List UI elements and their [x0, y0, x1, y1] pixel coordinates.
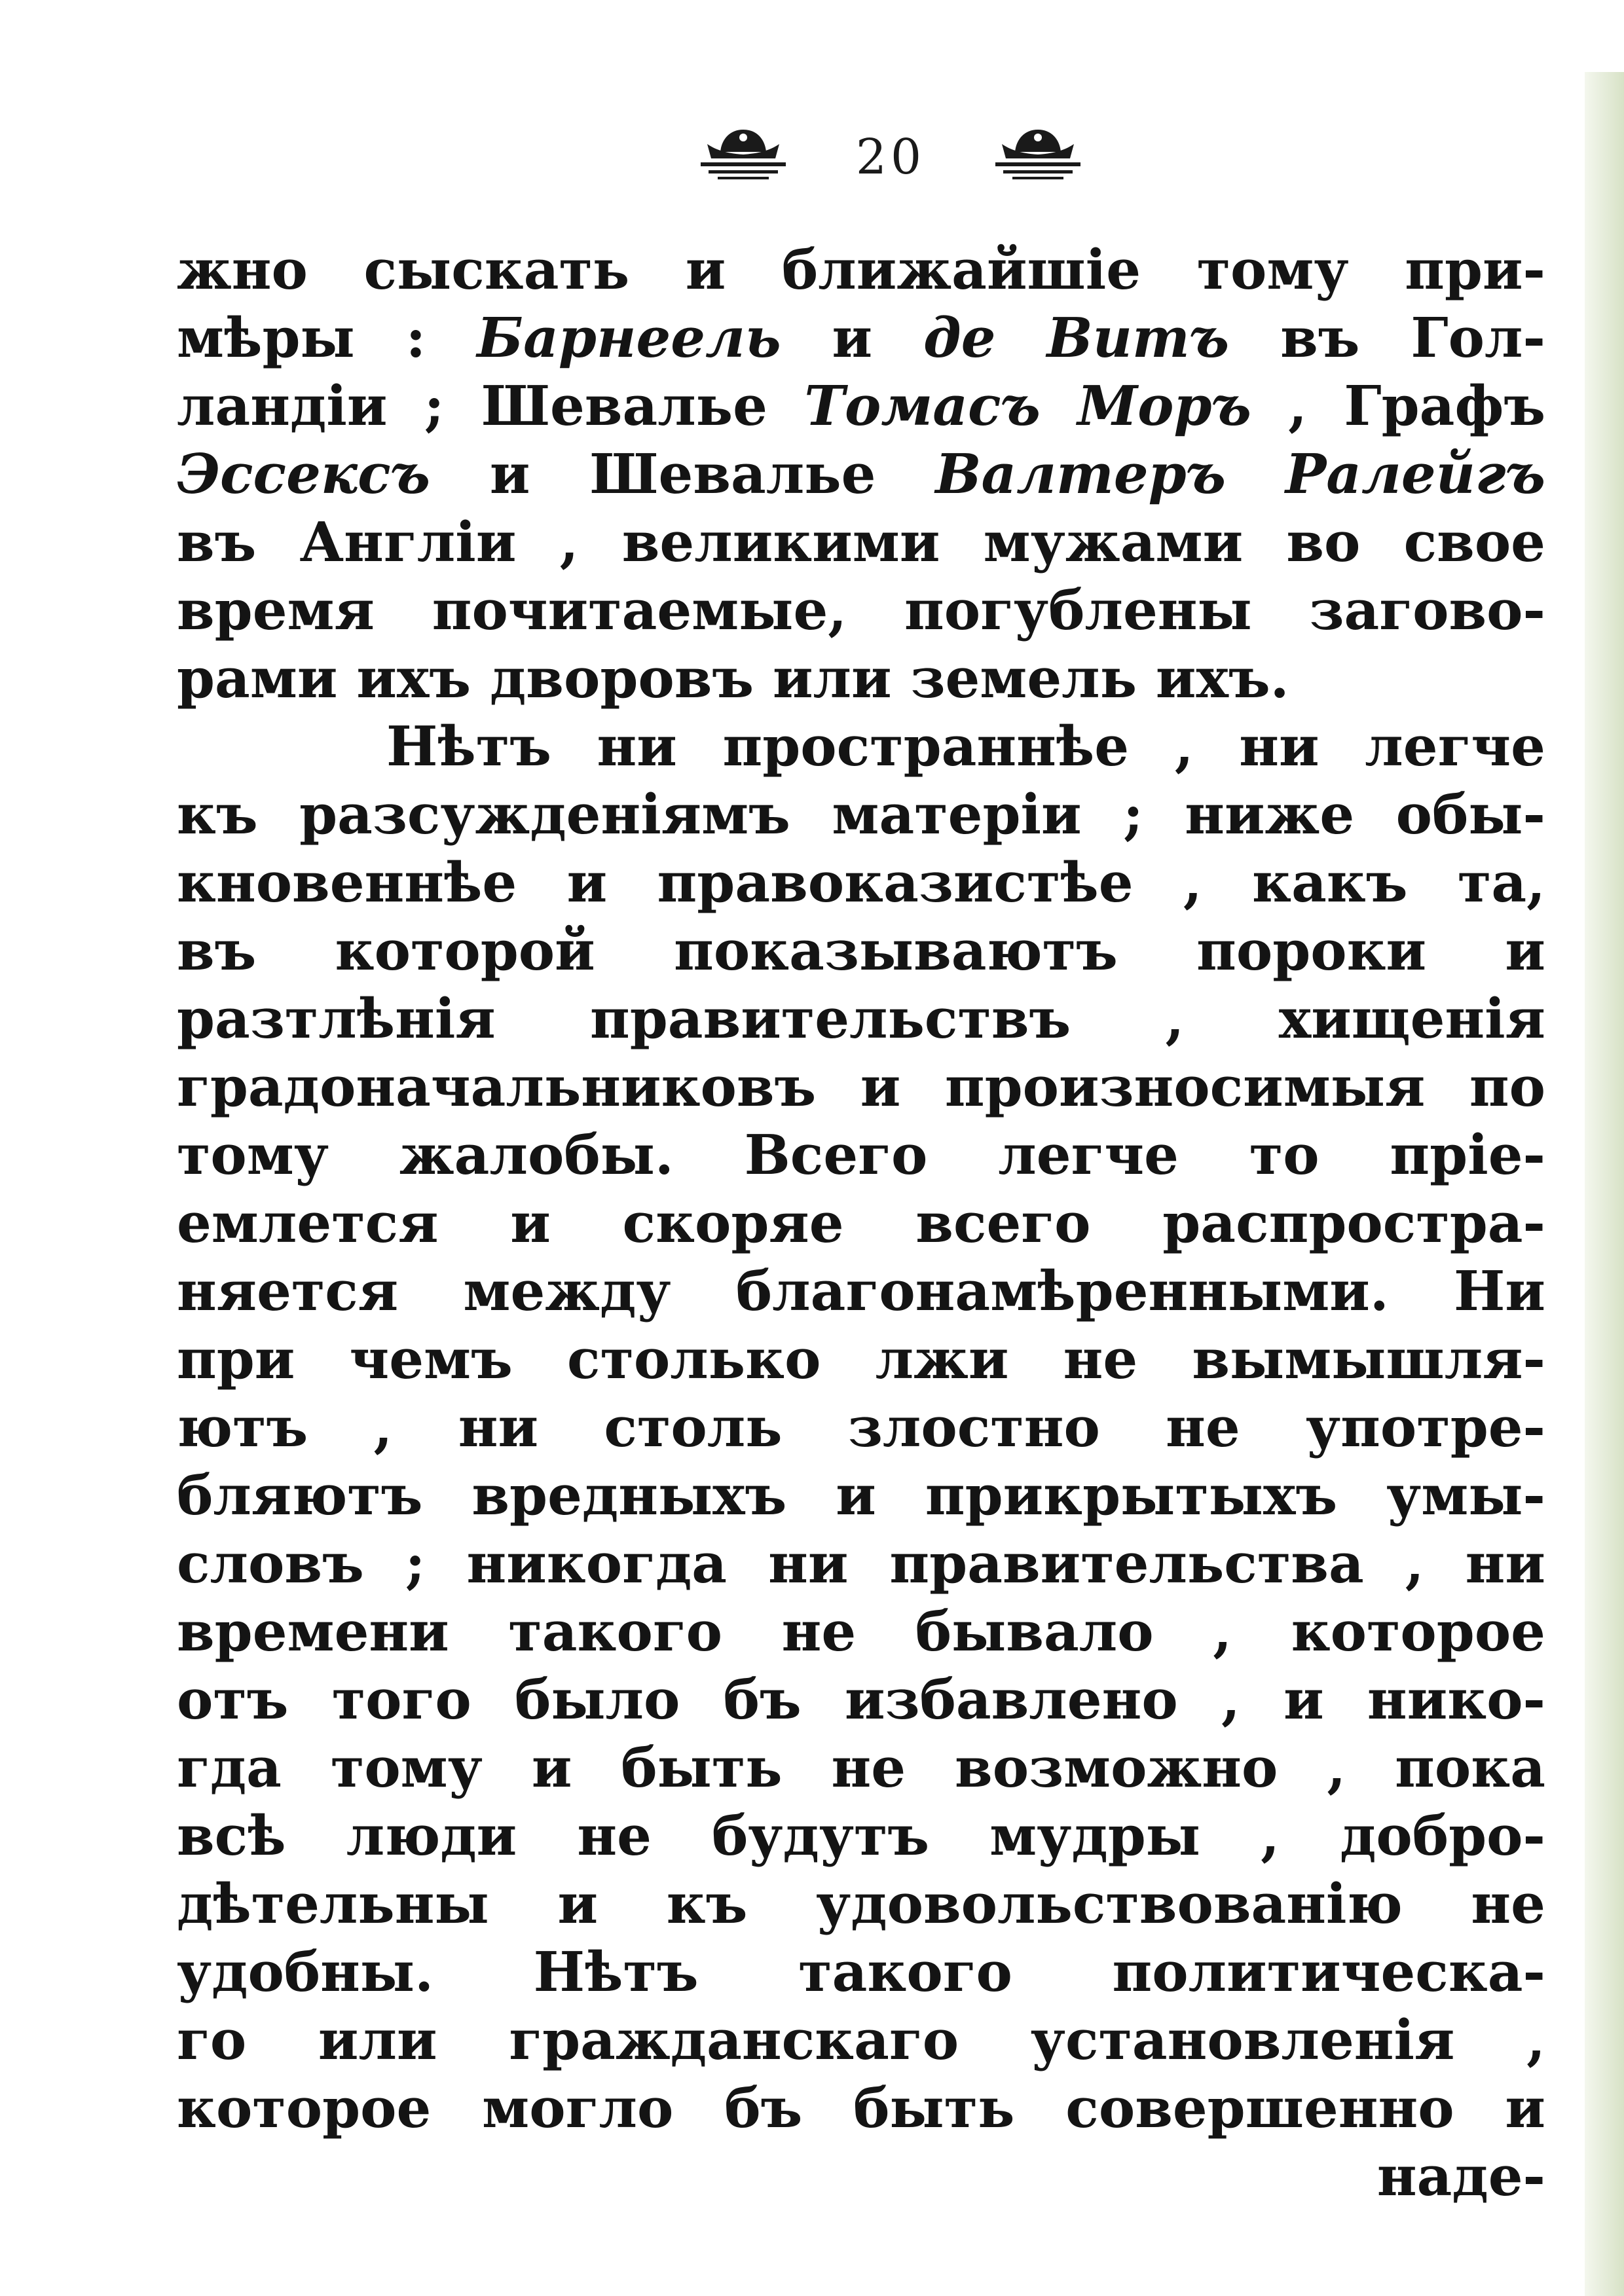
text-line: въ которой показываютъ пороки и — [177, 919, 1545, 983]
text-line: Нѣтъ ни пространнѣе , ни легче — [386, 714, 1545, 778]
text-line: къ разсужденіямъ матеріи ; ниже обы- — [177, 782, 1545, 847]
text-line: гда тому и быть не возможно , пока — [177, 1736, 1545, 1800]
text-line: ютъ , ни столь злостно не употре- — [177, 1395, 1545, 1459]
text-line: ландіи ; Шевалье Томасъ Моръ , Графъ — [177, 374, 1545, 438]
text-line: мѣры : Барнеель и де Витъ въ Гол- — [177, 306, 1545, 370]
text-line: емлется и скоряе всего распростра- — [177, 1191, 1545, 1255]
text-line: кновеннѣе и правоказистѣе , какъ та, — [177, 850, 1545, 915]
text-line: бляютъ вредныхъ и прикрытыхъ умы- — [177, 1463, 1545, 1527]
page-header — [694, 124, 1087, 196]
text-line: няется между благонамѣренными. Ни — [177, 1259, 1545, 1323]
text-line: рами ихъ дворовъ или земель ихъ. — [177, 646, 1289, 710]
text-line: разтлѣнія правительствъ , хищенія — [177, 987, 1545, 1051]
text-line: при чемъ столько лжи не вымышля- — [177, 1327, 1545, 1391]
page-number: 20 — [855, 129, 926, 185]
text-line: которое могло бъ быть совершенно и — [177, 2076, 1545, 2140]
body-text — [177, 236, 1545, 2210]
text-line: всѣ люди не будутъ мудры , добро- — [177, 1804, 1545, 1868]
ornament-right-icon — [989, 124, 1087, 190]
text-line: время почитаемые, погублены загово- — [177, 578, 1545, 642]
text-line: жно сыскать и ближайшіе тому при- — [177, 238, 1545, 302]
text-line: тому жалобы. Всего легче то пріе- — [177, 1123, 1545, 1187]
page-edge-shadow — [1585, 72, 1624, 2296]
text-line: словъ ; никогда ни правительства , ни — [177, 1531, 1545, 1595]
text-line: го или гражданскаго установленія , — [177, 2008, 1545, 2072]
text-line: отъ того было бъ избавлено , и нико- — [177, 1667, 1545, 1732]
text-line: Эссексъ и Шевалье Валтеръ Ралейгъ — [177, 442, 1545, 506]
catchword: наде- — [1376, 2144, 1545, 2208]
ornament-left-icon — [694, 124, 792, 190]
text-line: удобны. Нѣтъ такого политическа- — [177, 1940, 1545, 2004]
text-line: градоначальниковъ и произносимыя по — [177, 1055, 1545, 1119]
text-line: времени такого не бывало , которое — [177, 1599, 1545, 1664]
text-line: дѣтельны и къ удовольствованію не — [177, 1872, 1545, 1936]
text-line: въ Англіи , великими мужами во свое — [177, 510, 1545, 574]
